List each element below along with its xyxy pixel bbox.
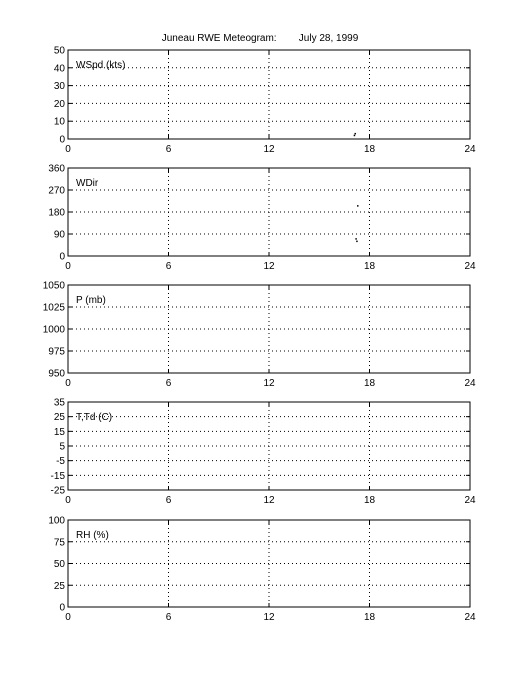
y-tick-label: 10 — [53, 116, 65, 128]
y-tick-label: 0 — [59, 134, 65, 146]
y-tick-label: 50 — [53, 559, 65, 570]
panel-4 — [48, 516, 476, 624]
y-tick-label: 1025 — [42, 302, 65, 314]
y-tick-label: 975 — [48, 346, 65, 358]
x-tick-label: 6 — [165, 612, 172, 623]
y-tick-label: 270 — [48, 185, 65, 197]
y-tick-label: 950 — [48, 368, 65, 380]
y-tick-label: 30 — [53, 81, 65, 93]
x-tick-label: 12 — [263, 261, 275, 272]
panel-2 — [43, 281, 476, 390]
x-tick-label: 6 — [165, 495, 172, 506]
panel-1 — [48, 164, 476, 273]
x-tick-label: 0 — [65, 495, 71, 506]
y-tick-label: 1050 — [42, 280, 65, 292]
y-tick-label: 5 — [59, 441, 65, 453]
chart-title: Juneau RWE Meteogram: July 28, 1999 — [161, 33, 359, 44]
y-tick-label: 90 — [53, 229, 65, 241]
data-point — [355, 238, 357, 240]
x-tick-label: 18 — [363, 144, 376, 155]
x-tick-label: 18 — [363, 612, 376, 623]
data-point — [354, 135, 356, 137]
x-tick-label: 0 — [65, 144, 71, 155]
y-tick-label: 25 — [53, 580, 65, 592]
panel-label: T,Td (C) — [76, 412, 113, 423]
panel-0 — [54, 46, 476, 156]
x-tick-label: 12 — [263, 495, 275, 506]
y-tick-label: 35 — [53, 397, 65, 409]
x-tick-label: 12 — [263, 378, 275, 389]
y-tick-label: 25 — [53, 412, 65, 424]
y-tick-label: 40 — [53, 63, 65, 75]
y-tick-label: 15 — [53, 426, 65, 438]
panel-label: RH (%) — [76, 530, 109, 541]
x-tick-label: 0 — [65, 261, 71, 272]
data-point — [357, 205, 359, 207]
panel-label: P (mb) — [76, 295, 106, 306]
y-tick-label: 0 — [59, 602, 65, 614]
data-point — [355, 133, 357, 135]
panel-label: WSpd (kts) — [76, 60, 126, 71]
y-tick-label: 0 — [59, 251, 65, 263]
x-tick-label: 6 — [165, 261, 172, 272]
y-tick-label: 75 — [53, 537, 65, 549]
x-tick-label: 24 — [464, 261, 476, 272]
y-tick-label: -5 — [56, 456, 65, 468]
x-tick-label: 12 — [263, 612, 275, 623]
y-tick-label: 100 — [48, 515, 65, 527]
x-tick-label: 6 — [165, 378, 172, 389]
x-tick-label: 18 — [363, 378, 376, 389]
x-tick-label: 24 — [464, 495, 476, 506]
y-tick-label: -15 — [50, 470, 65, 482]
y-tick-label: 360 — [48, 163, 65, 175]
data-point — [356, 241, 358, 243]
x-tick-label: 12 — [263, 144, 275, 155]
x-tick-label: 24 — [464, 144, 476, 155]
y-tick-label: -25 — [50, 485, 65, 497]
y-tick-label: 180 — [48, 207, 65, 219]
panel-label: WDir — [76, 178, 99, 189]
x-tick-label: 24 — [464, 612, 476, 623]
x-tick-label: 0 — [65, 612, 71, 623]
y-tick-label: 50 — [53, 45, 65, 57]
x-tick-label: 24 — [464, 378, 476, 389]
x-tick-label: 0 — [65, 378, 71, 389]
y-tick-label: 20 — [53, 98, 65, 110]
panel-3 — [51, 398, 476, 507]
y-tick-label: 1000 — [42, 324, 65, 336]
x-tick-label: 18 — [363, 495, 376, 506]
x-tick-label: 6 — [165, 144, 172, 155]
x-tick-label: 18 — [363, 261, 376, 272]
